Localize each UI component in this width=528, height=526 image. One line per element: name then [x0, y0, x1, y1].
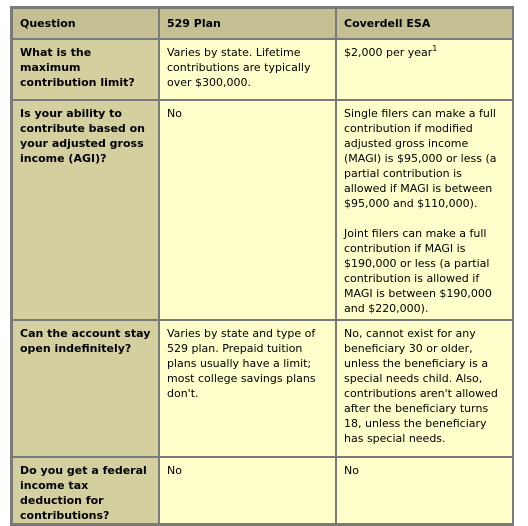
- answer-esa-agi-based: [337, 101, 512, 319]
- answer-529-contribution-limit: [160, 40, 335, 99]
- answer-esa-open-indefinitely: [337, 321, 512, 456]
- header-529-plan: 529 Plan: [160, 9, 335, 38]
- answer-text: Varies by state. Lifetime contributions are typically over $300,000.: [167, 46, 311, 89]
- answer-text: Varies by state and type of 529 plan. Prepaid tuition plans usually have a limit; most college savings plans don't.: [167, 327, 316, 400]
- answer-esa-contribution-limit: [337, 40, 512, 99]
- answer-529-agi-based: [160, 101, 335, 319]
- answer-text: [344, 45, 506, 60]
- answer-text: No: [167, 464, 182, 477]
- comparison-table: [10, 6, 514, 526]
- answer-529-open-indefinitely: [160, 321, 335, 456]
- header-question: Question: [13, 9, 158, 38]
- question-open-indefinitely: Can the account stay open indefinitely?: [13, 321, 158, 456]
- answer-text: No: [344, 464, 359, 477]
- comparison-grid: [13, 9, 511, 523]
- question-agi-based: Is your ability to contribute based on your adjusted gross income (AGI)?: [13, 101, 158, 319]
- answer-esa-federal-tax-deduction: [337, 458, 512, 523]
- answer-value: $2,000 per year: [344, 46, 433, 59]
- question-contribution-limit: What is the maximum contribution limit?: [13, 40, 158, 99]
- footnote-marker: 1: [432, 44, 438, 53]
- answer-text: No, cannot exist for any beneficiary 30 or older, unless the beneficiary is a special needs child. Also, contributions aren't allowed after the beneficiary turns 18, unless the beneficiary has special needs.: [344, 327, 498, 445]
- answer-joint-filers: Joint filers can make a full contribution if MAGI is $190,000 or less (a partial contribution is allowed if MAGI is between $190,000 and $220,000).: [344, 227, 492, 315]
- question-federal-tax-deduction: Do you get a federal income tax deduction for contributions?: [13, 458, 158, 523]
- header-coverdell-esa: Coverdell ESA: [337, 9, 512, 38]
- answer-529-federal-tax-deduction: [160, 458, 335, 523]
- answer-text: No: [167, 107, 182, 120]
- answer-single-filers: Single filers can make a full contribution if modified adjusted gross income (MAGI) is $95,000 or less (a partial contribution is allowed if MAGI is between $95,000 and $110,000).: [344, 107, 497, 210]
